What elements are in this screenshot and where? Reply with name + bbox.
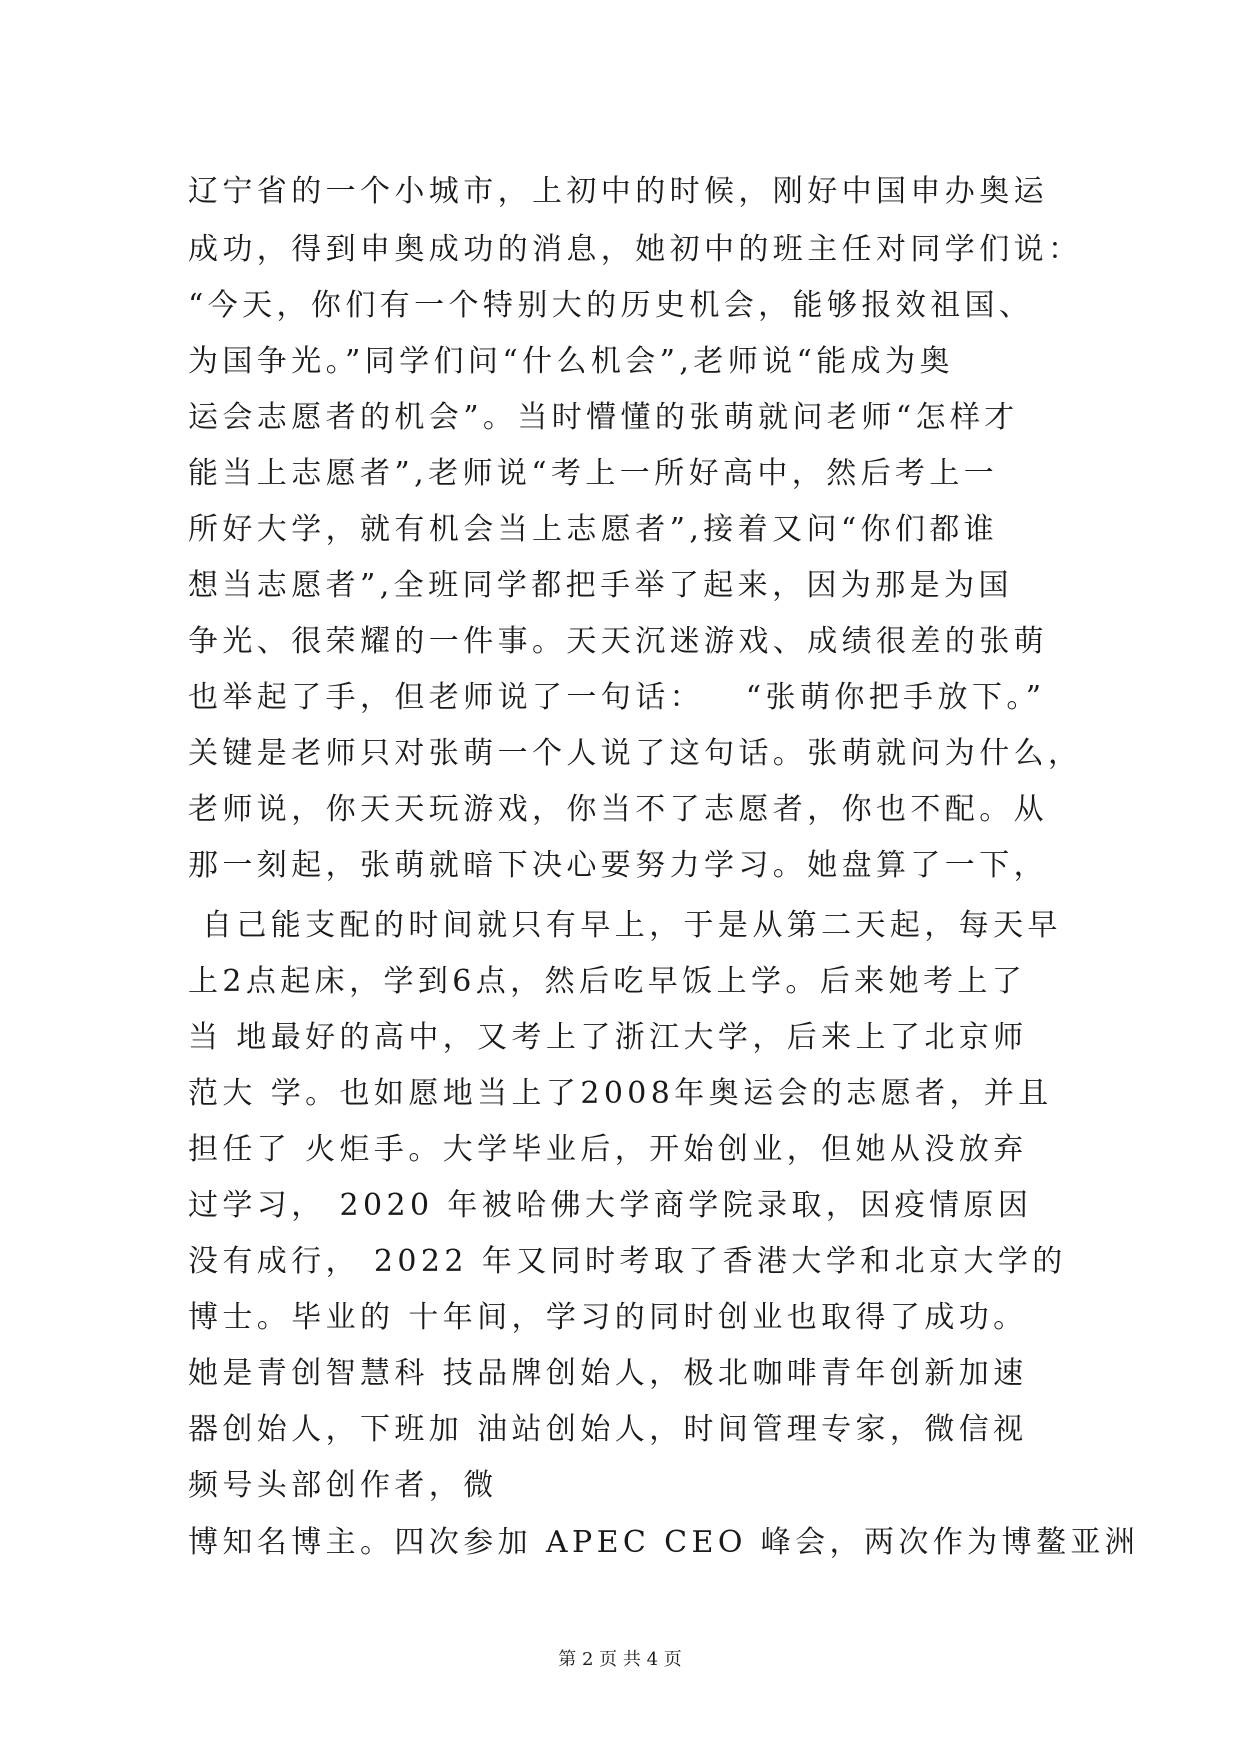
- text-line: 她是青创智慧科 技品牌创始人，极北咖啡青年创新加速: [188, 1356, 1028, 1391]
- text-line: 为国争光。”同学们问“什么机会”,老师说“能成为奥: [188, 344, 954, 379]
- text-line: 过学习， 2020 年被哈佛大学商学院录取，因疫情原因: [188, 1188, 1033, 1223]
- text-line: 想当志愿者”,全班同学都把手举了起来，因为那是为国: [188, 568, 1013, 603]
- text-line: 自己能支配的时间就只有早上，于是从第二天起，每天早: [188, 908, 1062, 943]
- text-line: 成功，得到申奥成功的消息，她初中的班主任对同学们说：: [188, 232, 1083, 267]
- text-line: 当 地最好的高中，又考上了浙江大学，后来上了北京师: [188, 1020, 1028, 1055]
- text-line: 博知名博主。四次参加 APEC CEO 峰会，两次作为博鳌亚洲: [188, 1525, 1140, 1560]
- text-line: 博士。毕业的 十年间，学习的同时创业也取得了成功。: [188, 1300, 1028, 1335]
- text-line: “今天，你们有一个特别大的历史机会，能够报效祖国、: [188, 288, 1034, 323]
- text-line: 老师说，你天天玩游戏，你当不了志愿者，你也不配。从: [188, 792, 1048, 827]
- text-line: 器创始人，下班加 油站创始人，时间管理专家，微信视: [188, 1412, 1028, 1447]
- text-line: 频号头部创作者，微: [188, 1468, 498, 1503]
- text-line: 辽宁省的一个小城市，上初中的时候，刚好中国申办奥运: [188, 174, 1048, 209]
- text-line: 运会志愿者的机会”。当时懵懂的张萌就问老师“怎样才: [188, 400, 1019, 435]
- text-line: 关键是老师只对张萌一个人说了这句话。张萌就问为什么，: [188, 736, 1083, 771]
- text-line: 也举起了手，但老师说了一句话： “张萌你把手放下。”: [188, 680, 1046, 715]
- text-line: 担任了 火炬手。大学毕业后，开始创业，但她从没放弃: [188, 1132, 1028, 1167]
- text-line: 能当上志愿者”,老师说“考上一所好高中，然后考上一: [188, 456, 999, 491]
- page-number-footer: 第 2 页 共 4 页: [558, 1649, 682, 1670]
- text-line: 那一刻起，张萌就暗下决心要努力学习。她盘算了一下，: [188, 848, 1048, 883]
- text-line: 争光、很荣耀的一件事。天天沉迷游戏、成绩很差的张萌: [188, 624, 1048, 659]
- text-line: 上2点起床，学到6点，然后吃早饭上学。后来她考上了: [188, 964, 1027, 999]
- text-line: 没有成行， 2022 年又同时考取了香港大学和北京大学的: [188, 1244, 1067, 1279]
- text-line: 所好大学，就有机会当上志愿者”,接着又问“你们都谁: [188, 512, 999, 547]
- text-line: 范大 学。也如愿地当上了2008年奥运会的志愿者，并且: [188, 1076, 1053, 1111]
